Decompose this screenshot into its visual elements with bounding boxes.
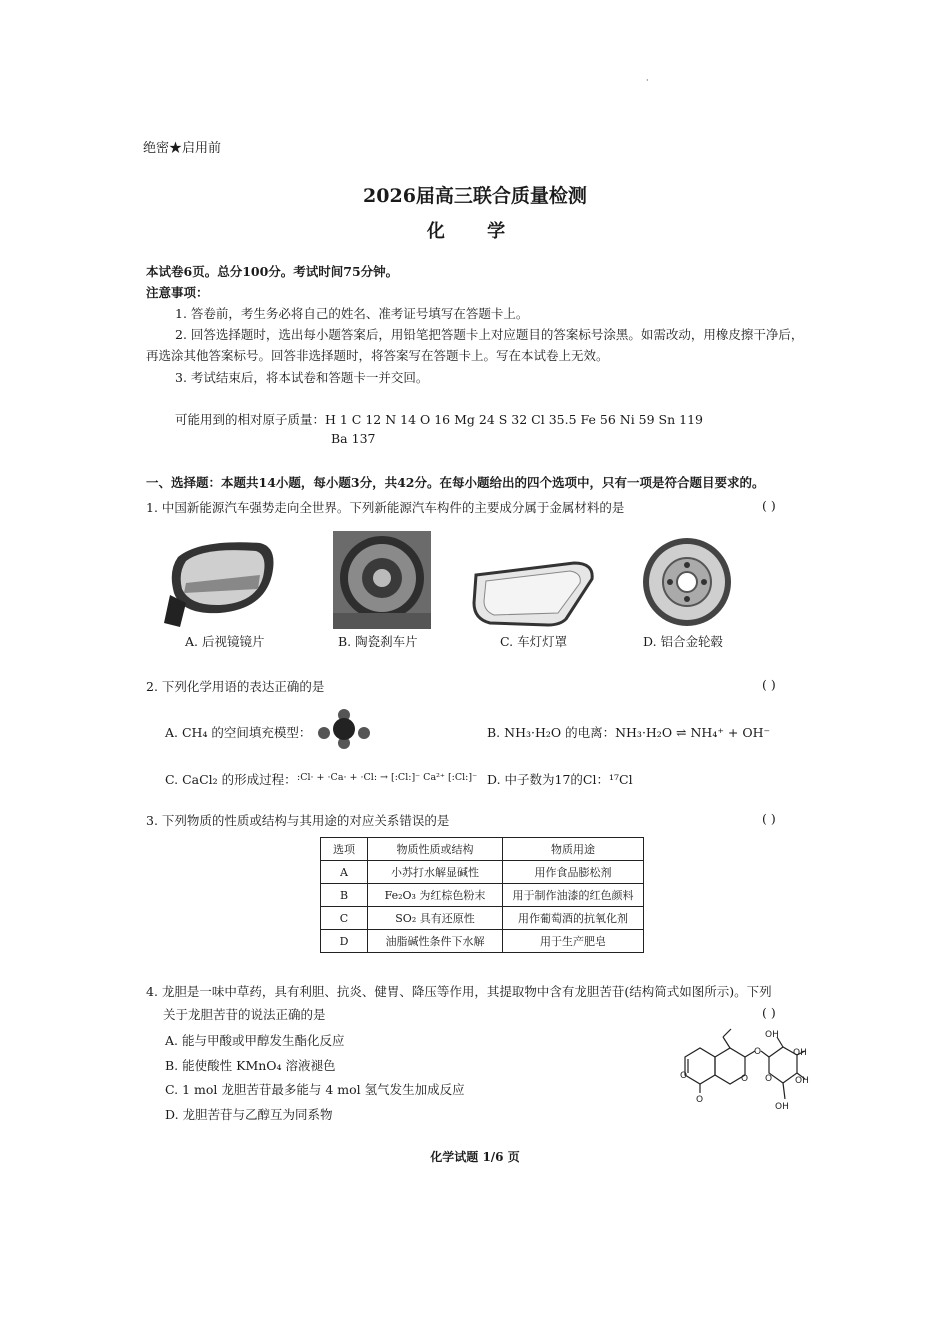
- alloy-wheel-image: [640, 535, 734, 629]
- question-1-answer-paren: ( ): [762, 498, 776, 513]
- q4-option-c: C. 1 mol 龙胆苦苷最多能与 4 mol 氢气发生加成反应: [165, 1082, 465, 1097]
- structure-o-label: O: [765, 1074, 773, 1084]
- gentiopicroside-structure: [665, 1025, 815, 1111]
- confidential-label: 绝密★启用前: [143, 141, 222, 156]
- table-cell: A: [321, 861, 368, 884]
- scan-dot: ·: [646, 76, 649, 85]
- q1-option-c: C. 车灯灯罩: [500, 634, 568, 649]
- note-1: 1. 答卷前，考生务必将自己的姓名、准考证号填写在答题卡上。: [175, 306, 529, 321]
- structure-o-label: O: [696, 1095, 704, 1105]
- q4-option-a: A. 能与甲酸或甲醇发生酯化反应: [165, 1033, 345, 1048]
- table-cell: 油脂碱性条件下水解: [368, 930, 503, 953]
- question-4-answer-paren: ( ): [762, 1005, 776, 1020]
- structure-oh-label: OH: [793, 1048, 807, 1058]
- q4-option-d: D. 龙胆苦苷与乙醇互为同系物: [165, 1107, 333, 1122]
- question-2-stem: 2. 下列化学用语的表达正确的是: [146, 679, 325, 694]
- question-1-stem: 1. 中国新能源汽车强势走向全世界。下列新能源汽车构件的主要成分属于金属材料的是: [146, 500, 625, 515]
- q2-option-c-formula: :Cl· + ·Ca· + ·Cl: → [:Cl:]⁻ Ca²⁺ [:Cl:]⁻: [297, 772, 478, 783]
- q2-option-a: A. CH₄ 的空间填充模型：: [165, 725, 312, 740]
- table-row: [321, 930, 644, 953]
- q2-option-d: D. 中子数为17的Cl：¹⁷Cl: [487, 772, 633, 787]
- atomic-mass-line2: Ba 137: [331, 431, 376, 446]
- structure-o-label: O: [680, 1071, 688, 1081]
- exam-title: 2026届高三联合质量检测: [363, 185, 587, 207]
- q1-option-b: B. 陶瓷刹车片: [338, 634, 418, 649]
- table-cell: C: [321, 907, 368, 930]
- note-2: 2. 回答选择题时，选出每小题答案后，用铅笔把答题卡上对应题目的答案标号涂黑。如需改动，用橡皮擦干净后，再选涂其他答案标号。回答非选择题时，将答案写在答题卡上。写在本试卷上无效。: [146, 327, 804, 363]
- ch4-space-filling-model: [316, 707, 372, 751]
- q2-option-b: B. NH₃·H₂O 的电离：NH₃·H₂O ⇌ NH₄⁺ + OH⁻: [487, 725, 771, 740]
- headlight-cover-image: [470, 557, 598, 629]
- note-3: 3. 考试结束后，将本试卷和答题卡一并交回。: [175, 370, 429, 385]
- structure-o-label: O: [741, 1074, 749, 1084]
- table-row: [321, 861, 644, 884]
- q2-option-c-prefix: C. CaCl₂ 的形成过程：: [165, 772, 297, 787]
- structure-oh-label: OH: [775, 1102, 789, 1111]
- structure-o-label: O: [754, 1047, 762, 1057]
- question-4-stem-line2: 关于龙胆苦苷的说法正确的是: [163, 1007, 326, 1022]
- q3-table: [320, 837, 644, 953]
- table-cell: SO₂ 具有还原性: [368, 907, 503, 930]
- notes-heading: 注意事项：: [146, 285, 209, 300]
- question-3-stem: 3. 下列物质的性质或结构与其用途的对应关系错误的是: [146, 813, 450, 828]
- exam-subject: 化 学: [426, 221, 524, 242]
- table-header-row: [321, 838, 644, 861]
- q1-option-d: D. 铝合金轮毂: [643, 634, 724, 649]
- exam-intro: 本试卷6页。总分100分。考试时间75分钟。: [146, 264, 399, 279]
- question-2-answer-paren: ( ): [762, 677, 776, 692]
- section-heading: 一、选择题：本题共14小题，每小题3分，共42分。在每小题给出的四个选项中，只有一项是符合题目要求的。: [146, 475, 765, 490]
- table-header-cell: 物质用途: [503, 838, 644, 861]
- atomic-mass-line1: 可能用到的相对原子质量：H 1 C 12 N 14 O 16 Mg 24 S 32 Cl 35.5 Fe 56 Ni 59 Sn 119: [175, 412, 703, 427]
- question-3-answer-paren: ( ): [762, 811, 776, 826]
- table-cell: 用于生产肥皂: [503, 930, 644, 953]
- ceramic-brake-image: [333, 531, 431, 629]
- table-header-cell: 选项: [321, 838, 368, 861]
- structure-oh-label: OH: [795, 1076, 809, 1086]
- table-cell: Fe₂O₃ 为红棕色粉末: [368, 884, 503, 907]
- table-header-cell: 物质性质或结构: [368, 838, 503, 861]
- table-cell: 用作葡萄酒的抗氧化剂: [503, 907, 644, 930]
- structure-oh-label: OH: [765, 1030, 779, 1040]
- table-row: [321, 884, 644, 907]
- table-row: [321, 907, 644, 930]
- table-cell: B: [321, 884, 368, 907]
- table-cell: 用作食品膨松剂: [503, 861, 644, 884]
- question-4-stem-line1: 4. 龙胆是一味中草药，具有利胆、抗炎、健胃、降压等作用，其提取物中含有龙胆苦苷(结构简式如图所示)。下列: [146, 984, 772, 999]
- table-cell: 小苏打水解显碱性: [368, 861, 503, 884]
- table-cell: D: [321, 930, 368, 953]
- q1-option-a: A. 后视镜镜片: [185, 634, 265, 649]
- mirror-image: [160, 535, 280, 630]
- q4-option-b: B. 能使酸性 KMnO₄ 溶液褪色: [165, 1058, 336, 1073]
- page-footer: 化学试题 1/6 页: [430, 1150, 520, 1164]
- table-cell: 用于制作油漆的红色颜料: [503, 884, 644, 907]
